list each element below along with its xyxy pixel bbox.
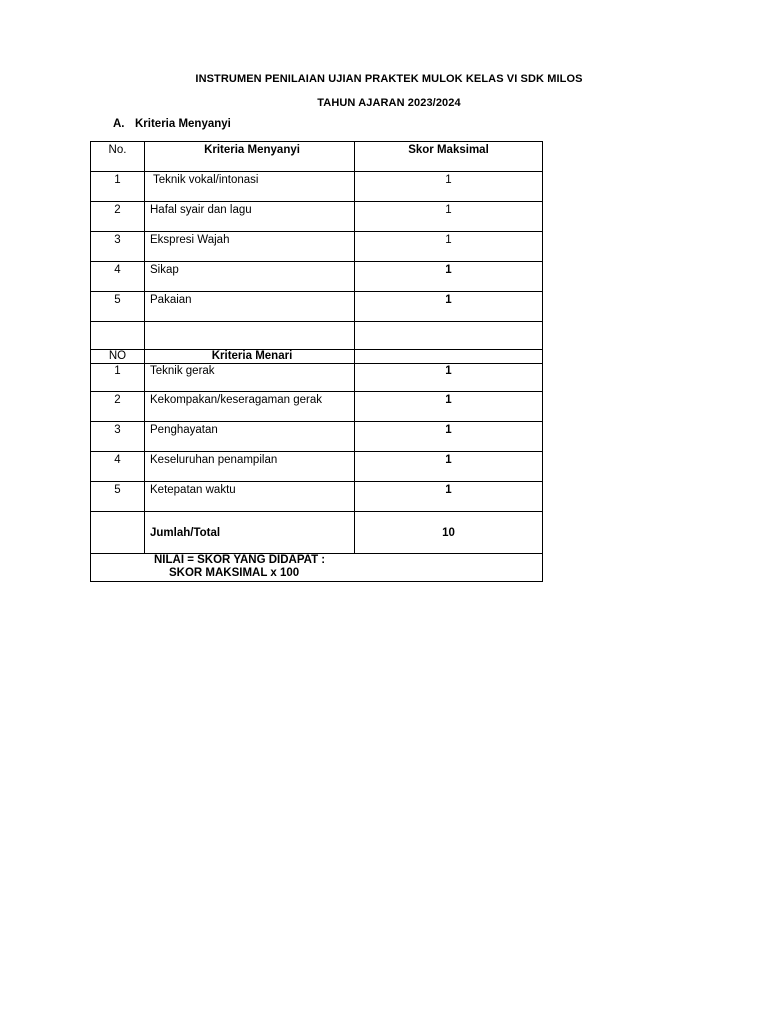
- table-row: [91, 172, 543, 202]
- row-skor: 1: [355, 232, 543, 262]
- row-kriteria: Teknik gerak: [145, 364, 355, 392]
- row-skor: 1: [355, 422, 543, 452]
- assessment-table: [90, 141, 543, 582]
- nilai-line1: NILAI = SKOR YANG DIDAPAT :: [154, 554, 326, 566]
- nilai-formula: [91, 554, 542, 580]
- row-kriteria: Penghayatan: [145, 422, 355, 452]
- table-row: [91, 202, 543, 232]
- total-label: Jumlah/Total: [145, 512, 355, 554]
- row-kriteria: Hafal syair dan lagu: [145, 202, 355, 232]
- row-kriteria: Sikap: [145, 262, 355, 292]
- nilai-row: [91, 554, 543, 582]
- blank-cell: [355, 322, 543, 350]
- row-no: 2: [91, 202, 145, 232]
- row-skor: 1: [355, 292, 543, 322]
- table-row: [91, 364, 543, 392]
- subheader-row: [91, 350, 543, 364]
- section-heading: [113, 118, 231, 130]
- row-skor: 1: [355, 452, 543, 482]
- row-no: 3: [91, 422, 145, 452]
- table-row: [91, 232, 543, 262]
- table-row: [91, 452, 543, 482]
- table-row: [91, 482, 543, 512]
- table-row: [91, 422, 543, 452]
- document-title: INSTRUMEN PENILAIAN UJIAN PRAKTEK MULOK KELAS VI SDK MILOS: [195, 73, 583, 85]
- row-skor: 1: [355, 172, 543, 202]
- header-no: No.: [91, 142, 145, 172]
- table-row: [91, 262, 543, 292]
- nilai-cell: [91, 554, 543, 582]
- row-no: 5: [91, 292, 145, 322]
- total-value: 10: [355, 512, 543, 554]
- subheader-kriteria: Kriteria Menari: [145, 350, 355, 364]
- row-kriteria: Keseluruhan penampilan: [145, 452, 355, 482]
- row-no: 2: [91, 392, 145, 422]
- row-skor: 1: [355, 262, 543, 292]
- nilai-line2: SKOR MAKSIMAL x 100: [169, 567, 300, 579]
- row-no: 4: [91, 262, 145, 292]
- table-row: [91, 292, 543, 322]
- header-kriteria: Kriteria Menyanyi: [145, 142, 355, 172]
- row-kriteria: Pakaian: [145, 292, 355, 322]
- row-kriteria: Teknik vokal/intonasi: [145, 172, 355, 202]
- row-skor: 1: [355, 202, 543, 232]
- row-skor: 1: [355, 364, 543, 392]
- blank-cell: [91, 322, 145, 350]
- row-no: 3: [91, 232, 145, 262]
- total-blank-cell: [91, 512, 145, 554]
- subheader-no: NO: [91, 350, 145, 364]
- header-skor: Skor Maksimal: [355, 142, 543, 172]
- row-kriteria: Ketepatan waktu: [145, 482, 355, 512]
- academic-year: TAHUN AJARAN 2023/2024: [317, 97, 461, 109]
- total-row: [91, 512, 543, 554]
- row-no: 5: [91, 482, 145, 512]
- section-title: Kriteria Menyanyi: [135, 118, 231, 130]
- row-no: 1: [91, 364, 145, 392]
- table-row: [91, 392, 543, 422]
- row-skor: 1: [355, 482, 543, 512]
- section-letter: A.: [113, 118, 125, 130]
- row-no: 4: [91, 452, 145, 482]
- row-kriteria: Kekompakan/keseragaman gerak: [145, 392, 355, 422]
- blank-cell: [145, 322, 355, 350]
- subheader-skor: [355, 350, 543, 364]
- row-kriteria: Ekspresi Wajah: [145, 232, 355, 262]
- row-no: 1: [91, 172, 145, 202]
- table-header-row: [91, 142, 543, 172]
- row-skor: 1: [355, 392, 543, 422]
- blank-row: [91, 322, 543, 350]
